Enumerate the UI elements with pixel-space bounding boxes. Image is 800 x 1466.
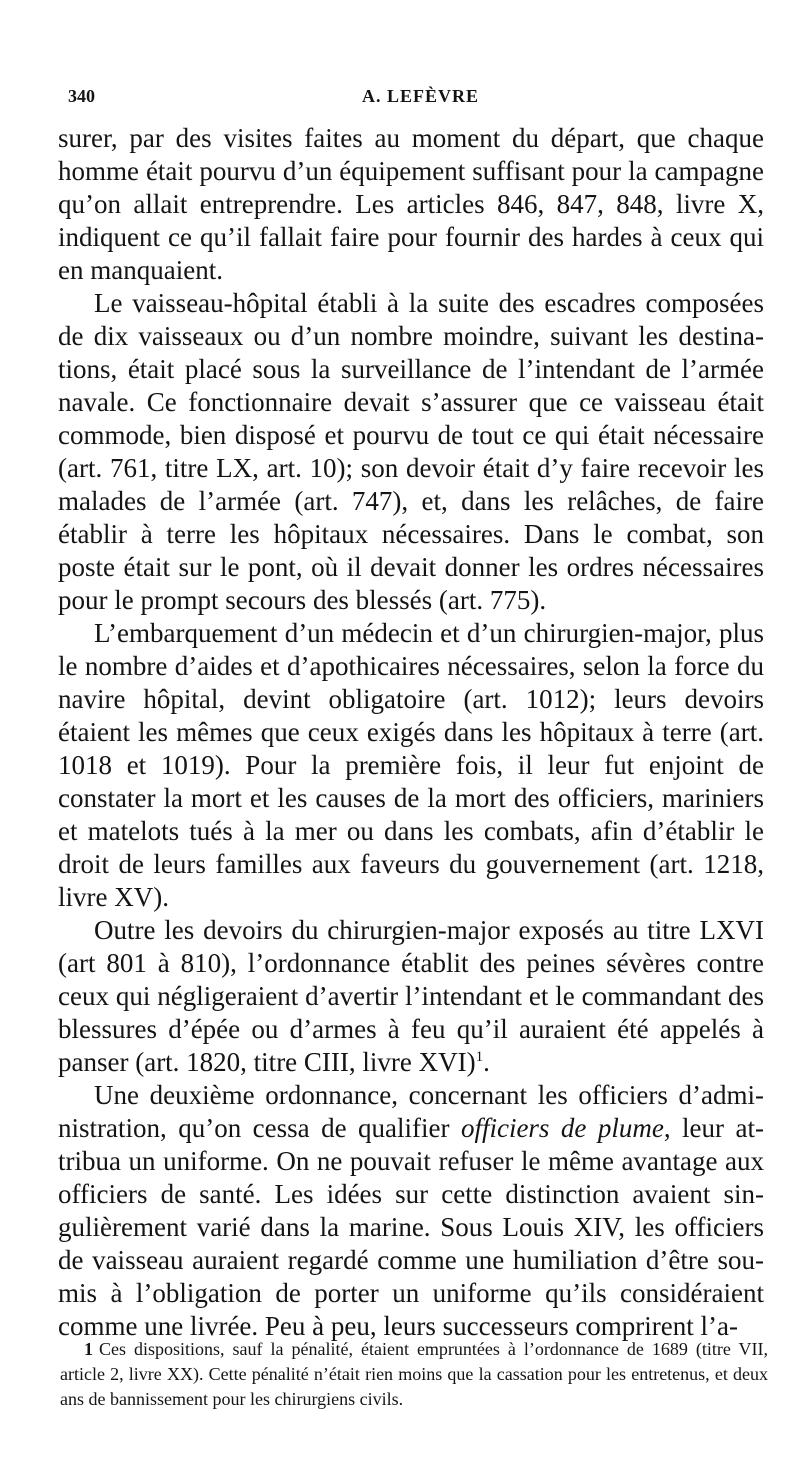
paragraph-text-end: , leur attribua un uniforme. On ne pouvait refuser le même avantage aux officiers de santé. Les idées sur cette distinction avaient singulièrement varié dans la marine. Sous Louis XIV, les officiers de vaisseau auraient regardé comme une humiliation d’être soumis à l’obligation de porter un uniforme qu’ils considéraient comme une livrée. Peu à peu, leurs successeurs comprirent l’a- [58,1113,764,1341]
footnote-marker: 1 [84,1339,93,1359]
running-title: A. LEFÈVRE [362,86,480,106]
page-header [62,86,762,116]
paragraph-end: . [483,1047,490,1077]
paragraph [58,1079,764,1343]
paragraph-text: Outre les devoirs du chirurgien-major exposés au titre LXVI (art 801 à 810), l’ordonnance établit des peines sévères contre ceux qui négligeraient d’avertir l’intendant et le commandant des blessures d’épée ou d’armes à feu qu’il auraient été appelés à panser (art. 1820, titre CIII, livre XVI) [58,915,764,1077]
paragraph [58,914,764,1079]
paragraph: Le vaisseau-hôpital établi à la suite des escadres composées de dix vaisseaux ou d’un nombre moindre, suivant les destinations, était placé sous la surveillance de l’intendant de l’armée navale. Ce fonctionnaire devait s’assurer que ce vaisseau était commode, bien disposé et pourvu de tout ce qui était nécessaire (art. 761, titre LX, art. 10); son devoir était d’y faire recevoir les malades de l’armée (art. 747), et, dans les relâches, de faire établir à terre les hôpitaux nécessaires. Dans le combat, son poste était sur le pont, où il devait donner les ordres nécessaires pour le prompt secours des blessés (art. 775). [58,288,764,615]
paragraph-text: Une deuxième ordonnance, concernant les officiers d’administration, qu’on cessa de qualifier [58,1080,764,1143]
footnote-reference[interactable]: 1 [475,1049,484,1065]
paragraph: L’embarquement d’un médecin et d’un chirurgien-major, plus le nombre d’aides et d’apothicaires nécessaires, selon la force du navire hôpital, devint obligatoire (art. 1012); leurs devoirs étaient les mêmes que ceux exigés dans les hôpitaux à terre (art. 1018 et 1019). Pour la première fois, il leur fut enjoint de constater la mort et les causes de la mort des officiers, mariniers et matelots tués à la mer ou dans les combats, afin d’établir le droit de leurs familles aux faveurs du gouvernement (art. 1218, livre XV). [58,618,764,912]
italic-phrase: officiers de plume [460,1113,664,1143]
footnote-text: Ces dispositions, sauf la pénalité, étaient empruntées à l’ordonnance de 1689 (titre VII, article 2, livre XX). Cette pénalité n’était rien moins que la cassation pour les entretenus, et deux ans de bannissement pour les chirurgiens civils. [60,1339,768,1409]
page-number: 340 [68,86,95,106]
body-text [58,122,764,1343]
footnote [60,1337,768,1412]
paragraph: surer, par des visites faites au moment du départ, que chaque homme était pourvu d’un équipement suffisant pour la campagne qu’on allait entreprendre. Les articles 846, 847, 848, livre X, indiquent ce qu’il fallait faire pour fournir des hardes à ceux qui en manquaient. [58,123,764,285]
